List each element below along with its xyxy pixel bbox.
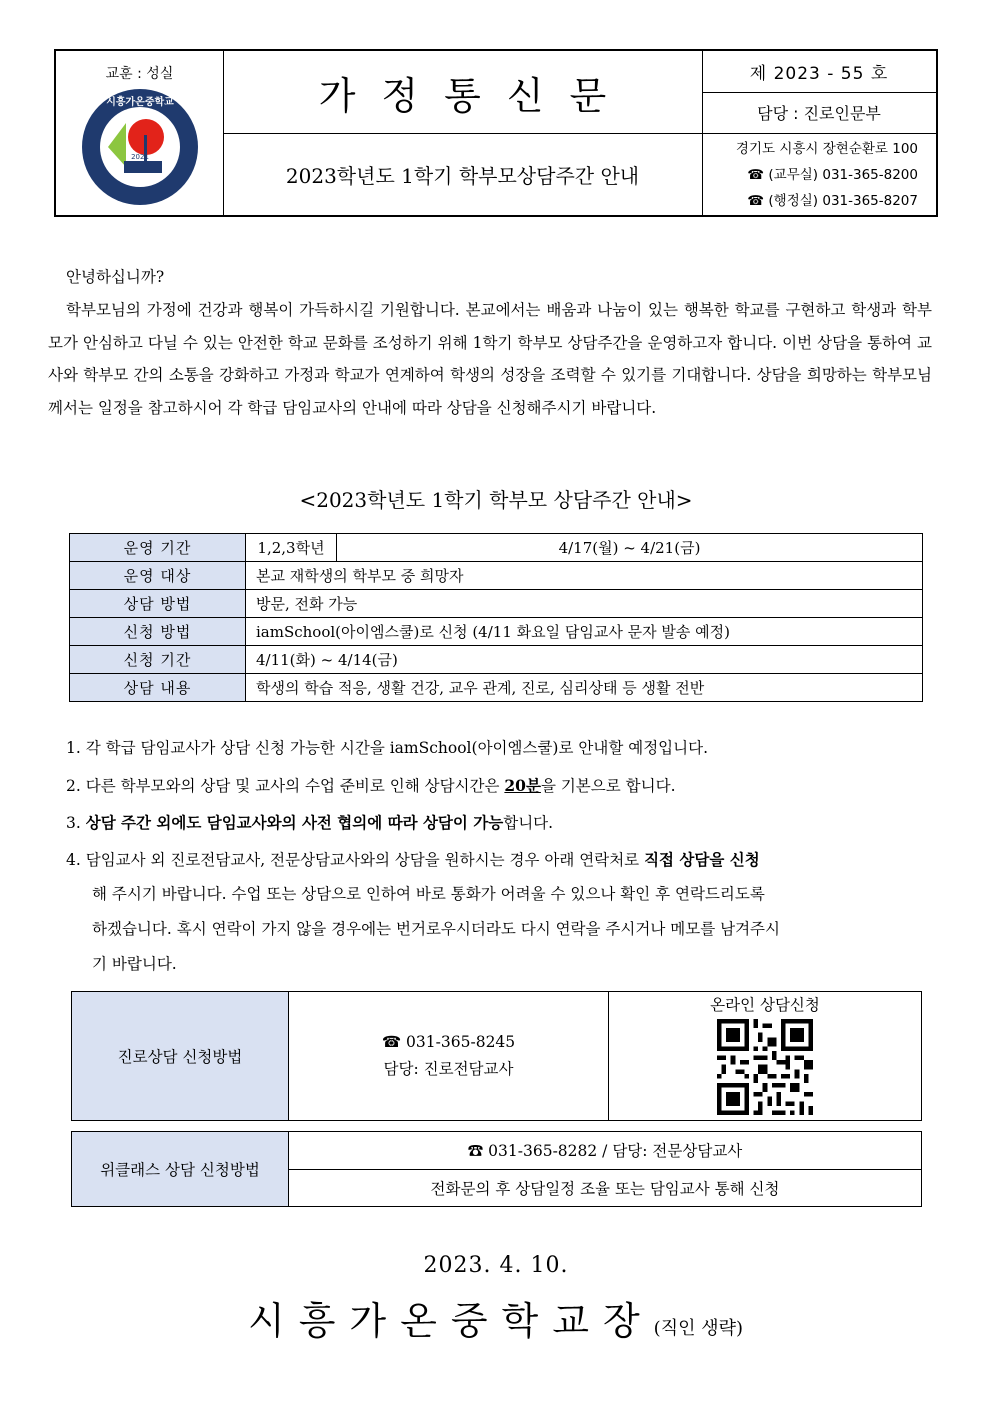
row-label: 신청 기간 [70,646,246,674]
table-row [70,674,923,702]
row-value: 방문, 전화 가능 [246,590,923,618]
principal-signature [248,1290,743,1345]
row-label: 상담 방법 [70,590,246,618]
row-value: iamSchool(아이엠스쿨)로 신청 (4/11 화요일 담임교사 문자 발송 예정) [246,618,923,646]
table-row [70,646,923,674]
row-value: 학생의 학습 적응, 생활 건강, 교우 관계, 진로, 심리상태 등 생활 전반 [246,674,923,702]
note-4-line-4: 기 바랍니다. [92,955,177,973]
wee-class-table [71,1131,922,1207]
address-cell [702,133,936,218]
address: 경기도 시흥시 장현순환로 100 [735,141,918,157]
note-4-line-2: 해 주시기 바랍니다. 수업 또는 상담으로 인하여 바로 통화가 어려울 수 있으나 확인 후 연락드리도록 [92,885,765,903]
period-grade: 1,2,3학년 [246,534,337,562]
issue-number-cell [702,51,936,93]
phone-academic: ☎ (교무실) 031-365-8200 [747,167,918,183]
consultation-info-table [69,533,923,702]
seal-note: (직인 생략) [653,1318,743,1339]
svg-text:2021: 2021 [131,153,149,161]
subtitle-cell [223,133,703,215]
period-label: 운영 기간 [70,534,246,562]
online-apply-cell [609,992,922,1121]
header-table [54,49,938,217]
career-contact: 담당: 진로전담교사 [383,1060,514,1078]
table-row [70,590,923,618]
table-row [70,562,923,590]
career-label: 진로상담 신청방법 [72,992,289,1121]
qr-code-icon[interactable] [717,1019,813,1115]
greeting: 안녕하십니까? [66,268,165,286]
document-title: 가정통신문 [318,73,633,118]
note-4-emphasis: 직접 상담을 신청 [644,850,760,869]
principal-title: 시흥가온중학교장 [248,1299,654,1343]
note-2: 2. 다른 학부모와의 상담 및 교사의 수업 준비로 인해 상담시간은 20분을 기본으로 합니다. [66,776,676,795]
note-2-emphasis: 20분 [504,776,541,795]
row-label: 상담 내용 [70,674,246,702]
department-cell [702,92,936,134]
school-motto: 교훈 : 성실 [105,66,174,82]
issue-date: 2023. 4. 10. [423,1253,569,1278]
department: 담당 : 진로인문부 [757,104,881,123]
row-value: 본교 재학생의 학부모 중 희망자 [246,562,923,590]
row-label: 운영 대상 [70,562,246,590]
svg-text:시흥가온중학교: 시흥가온중학교 [106,97,174,108]
note-3: 3. 상담 주간 외에도 담임교사와의 사전 협의에 따라 상담이 가능합니다. [66,813,554,832]
online-apply-label: 온라인 상담신청 [710,996,820,1014]
row-value: 4/11(화) ~ 4/14(금) [246,646,923,674]
career-phone: ☎ 031-365-8245 [381,1033,516,1051]
wee-method: 전화문의 후 상담일정 조율 또는 담임교사 통해 신청 [289,1169,922,1207]
title-cell [223,51,703,134]
wee-phone: ☎ 031-365-8282 / 담당: 전문상담교사 [289,1132,922,1170]
wee-label: 위클래스 상담 신청방법 [72,1132,289,1207]
career-contact-cell [289,992,609,1121]
table-row [70,618,923,646]
phone-admin: ☎ (행정실) 031-365-8207 [747,193,918,209]
period-value: 4/17(월) ~ 4/21(금) [337,534,923,562]
section-title: <2023학년도 1학기 학부모 상담주간 안내> [299,488,693,512]
note-4: 4. 담임교사 외 진로전담교사, 전문상담교사와의 상담을 원하시는 경우 아래 연락처로 직접 상담을 신청 [66,850,760,869]
note-4-line-3: 하겠습니다. 혹시 연락이 가지 않을 경우에는 번거로우시더라도 다시 연락을 주시거나 메모를 남겨주시 [92,920,780,938]
note-1: 1. 각 학급 담임교사가 상담 신청 가능한 시간을 iamSchool(아이엠스쿨)로 안내할 예정입니다. [66,739,709,757]
intro-paragraph: 학부모님의 가정에 건강과 행복이 가득하시길 기원합니다. 본교에서는 배움과 나눔이 있는 행복한 학교를 구현하고 학생과 학부모가 안심하고 다닐 수 있는 안전한 학교 문화를 조성하기 위해 1학기 학부모 상담주간을 운영하고자 합니다. 이번 상담을 통하여 교사와 학부모 간의 소통을 강화하고 가정과 학교가 연계하여 학생의 성장을 조력할 수 있기를 기대합니다. 상담을 희망하는 학부모님께서는 일정을 참고하시어 각 학급 담임교사의 안내에 따라 상담을 신청해주시기 바랍니다. [48,301,932,417]
issue-number: 제 2023 - 55 호 [749,64,889,84]
school-logo [80,87,200,207]
note-3-emphasis: 상담 주간 외에도 담임교사와의 사전 협의에 따라 상담이 가능 [85,813,504,832]
document-subtitle: 2023학년도 1학기 학부모상담주간 안내 [285,163,640,188]
career-counseling-table [71,991,922,1121]
table-row [70,534,923,562]
logo-cell [56,51,224,215]
row-label: 신청 방법 [70,618,246,646]
